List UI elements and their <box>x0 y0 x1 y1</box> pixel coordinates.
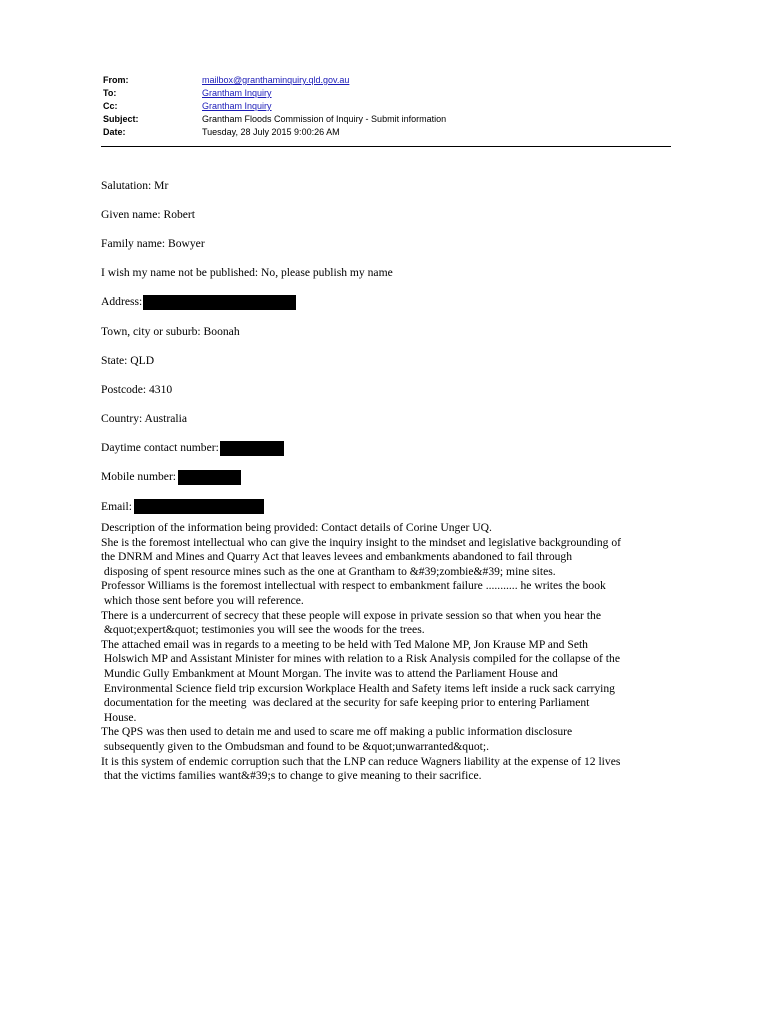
mobile-redaction <box>178 470 241 485</box>
to-link[interactable]: Grantham Inquiry <box>202 88 272 98</box>
family-name-text: Family name: Bowyer <box>101 236 205 250</box>
town-field <box>101 317 681 346</box>
country-field <box>101 405 681 434</box>
to-row <box>103 87 671 100</box>
header-divider <box>101 146 671 147</box>
address-label: Address: <box>101 295 143 309</box>
daytime-contact-redaction <box>220 441 284 456</box>
state-field <box>101 346 681 375</box>
email-header <box>103 74 671 139</box>
to-label: To: <box>103 88 117 98</box>
mobile-field <box>101 463 681 492</box>
description-line: that the victims families want&#39;s to change to give meaning to their sacrifice. <box>101 769 482 783</box>
from-label: From: <box>103 75 129 85</box>
postcode-field <box>101 375 681 404</box>
description-block <box>101 521 681 784</box>
description-line: the DNRM and Mines and Quarry Act that leaves levees and embankments abandoned to fail through <box>101 550 573 564</box>
description-line: Holswich MP and Assistant Minister for mines with relation to a Risk Analysis compiled for the collapse of the <box>101 652 620 666</box>
email-field <box>101 492 681 521</box>
postcode-text: Postcode: 4310 <box>101 382 173 396</box>
cc-row <box>103 100 671 113</box>
salutation-field <box>101 171 681 200</box>
from-link[interactable]: mailbox@granthaminquiry.qld.gov.au <box>202 75 350 85</box>
cc-link[interactable]: Grantham Inquiry <box>202 101 272 111</box>
subject-row <box>103 113 671 126</box>
description-line: &quot;expert&quot; testimonies you will see the woods for the trees. <box>101 623 425 637</box>
description-line: Environmental Science field trip excursion Workplace Health and Safety items left inside a ruck sack carrying <box>101 681 615 695</box>
address-redaction <box>143 295 296 310</box>
family-name-field <box>101 229 681 258</box>
given-name-text: Given name: Robert <box>101 207 196 221</box>
date-value: Tuesday, 28 July 2015 9:00:26 AM <box>202 127 340 137</box>
submission-fields <box>101 171 681 521</box>
publish-field <box>101 259 681 288</box>
given-name-field <box>101 200 681 229</box>
daytime-contact-label: Daytime contact number: <box>101 441 219 455</box>
address-field <box>101 288 681 317</box>
description-line: subsequently given to the Ombudsman and found to be &quot;unwarranted&quot;. <box>101 739 490 753</box>
description-line: which those sent before you will reference. <box>101 593 304 607</box>
email-label: Email: <box>101 499 132 513</box>
description-line: There is a undercurrent of secrecy that these people will expose in private session so that when you hear the <box>101 608 601 622</box>
description-line: House. <box>101 710 137 724</box>
description-line: documentation for the meeting was declared at the security for safe keeping prior to entering Parliament <box>101 696 590 710</box>
description-line: Mundic Gully Embankment at Mount Morgan. The invite was to attend the Parliament House and <box>101 666 558 680</box>
description-line: It is this system of endemic corruption such that the LNP can reduce Wagners liability at the expense of 12 lives <box>101 754 621 768</box>
subject-label: Subject: <box>103 114 139 124</box>
subject-value: Grantham Floods Commission of Inquiry - Submit information <box>202 114 447 124</box>
publish-text: I wish my name not be published: No, please publish my name <box>101 266 393 280</box>
description-line: disposing of spent resource mines such as the one at Grantham to &#39;zombie&#39; mine sites. <box>101 564 556 578</box>
description-line: She is the foremost intellectual who can give the inquiry insight to the mindset and legislative backgrounding of <box>101 535 621 549</box>
country-text: Country: Australia <box>101 412 187 426</box>
daytime-contact-field <box>101 434 681 463</box>
town-text: Town, city or suburb: Boonah <box>101 324 240 338</box>
mobile-label: Mobile number: <box>101 470 177 484</box>
cc-label: Cc: <box>103 101 118 111</box>
salutation-text: Salutation: Mr <box>101 178 169 192</box>
from-row <box>103 74 671 87</box>
description-line: Professor Williams is the foremost intellectual with respect to embankment failure ........... he writes the book <box>101 579 606 593</box>
date-label: Date: <box>103 127 126 137</box>
description-line: Description of the information being provided: Contact details of Corine Unger UQ. <box>101 521 492 534</box>
email-redaction <box>134 499 264 514</box>
state-text: State: QLD <box>101 353 155 367</box>
description-line: The attached email was in regards to a meeting to be held with Ted Malone MP, Jon Krause MP and Seth <box>101 637 588 651</box>
date-row <box>103 126 671 139</box>
description-line: The QPS was then used to detain me and used to scare me off making a public information disclosure <box>101 725 573 739</box>
